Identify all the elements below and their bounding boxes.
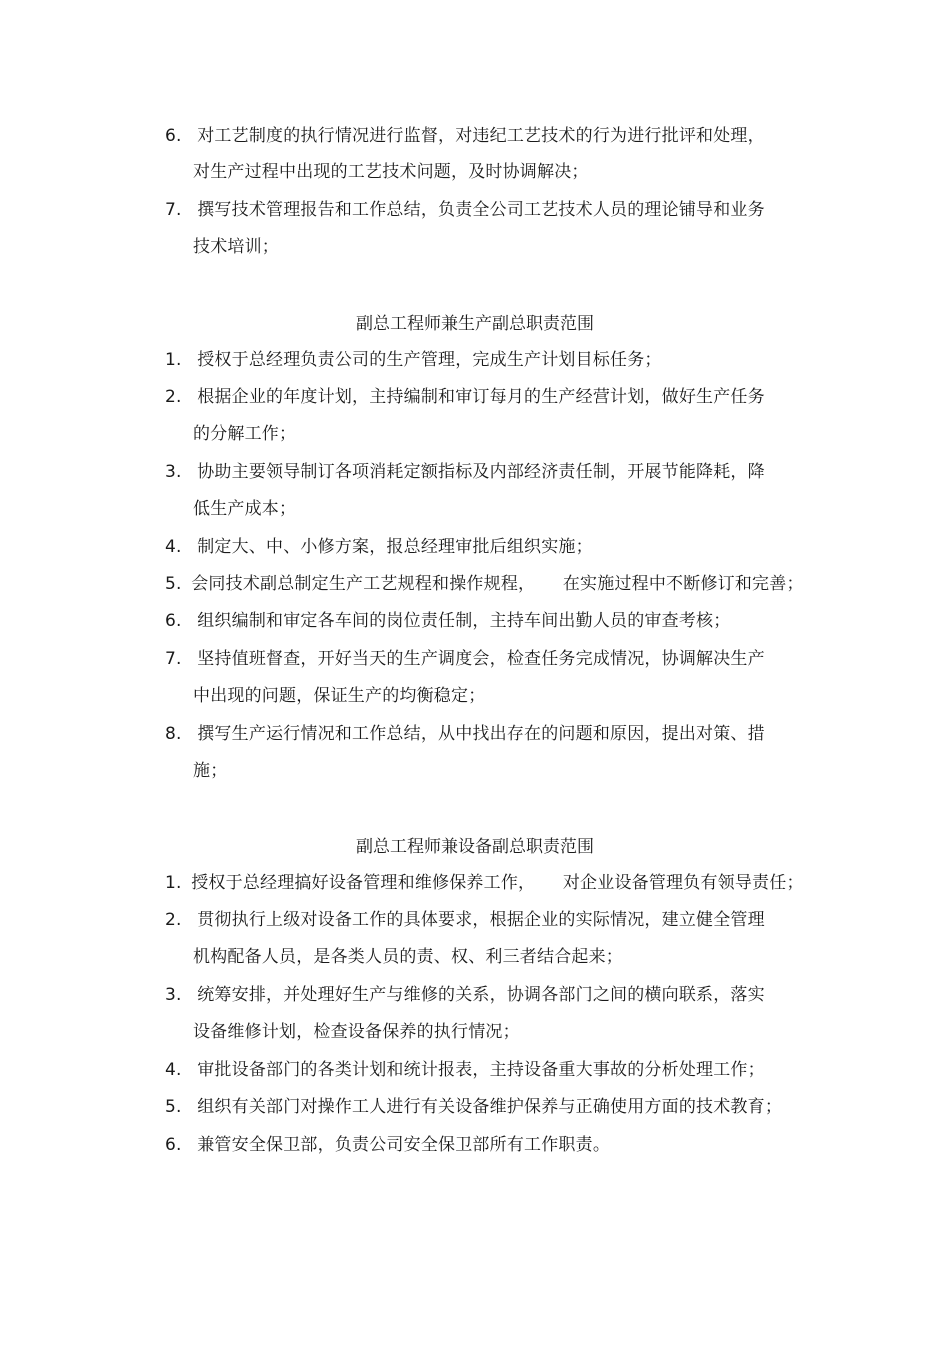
item-text: 技术培训； (193, 237, 279, 257)
list-item-continuation (193, 161, 589, 183)
item-text: 撰写技术管理报告和工作总结，负责全公司工艺技术人员的理论铺导和业务 (197, 200, 765, 220)
item-number: 4. (165, 1060, 182, 1080)
section-title-equipment: 副总工程师兼设备副总职责范围 (356, 837, 594, 857)
item-number: 6. (165, 611, 182, 631)
list-item-continuation (193, 1021, 520, 1043)
list-item (165, 909, 765, 931)
item-text: 低生产成本； (193, 499, 297, 519)
item-text: 中出现的问题，保证生产的均衡稳定； (193, 686, 486, 706)
section-title-production: 副总工程师兼生产副总职责范围 (356, 314, 594, 334)
list-item (165, 610, 730, 632)
item-number: 4. (165, 537, 182, 557)
list-item (165, 461, 765, 483)
list-item-continuation (193, 498, 296, 520)
item-text: 根据企业的年度计划，主持编制和审订每月的生产经营计划，做好生产任务 (197, 387, 765, 407)
item-text: 协助主要领导制订各项消耗定额指标及内部经济责任制，开展节能降耗，降 (197, 462, 765, 482)
item-text: 撰写生产运行情况和工作总结，从中找出存在的问题和原因，提出对策、措 (197, 724, 765, 744)
list-item (165, 1134, 610, 1156)
item-text: 组织编制和审定各车间的岗位责任制，主持车间出勤人员的审查考核； (197, 611, 731, 631)
item-number: 7. (165, 649, 182, 669)
item-text: 制定大、中、小修方案，报总经理审批后组织实施； (197, 537, 593, 557)
item-number: 7. (165, 200, 182, 220)
list-item (165, 723, 765, 745)
item-number: 8. (165, 724, 182, 744)
item-text: 兼管安全保卫部，负责公司安全保卫部所有工作职责。 (197, 1135, 611, 1155)
item-text-continued: 对企业设备管理负有领导责任； (562, 873, 804, 893)
item-number: 2. (165, 910, 182, 930)
item-text: 授权于总经理搞好设备管理和维修保养工作， (191, 873, 536, 893)
item-number: 5. (165, 574, 182, 594)
item-text: 审批设备部门的各类计划和统计报表，主持设备重大事故的分析处理工作； (197, 1060, 765, 1080)
item-number: 3. (165, 985, 182, 1005)
item-text: 坚持值班督查，开好当天的生产调度会，检查任务完成情况，协调解决生产 (197, 649, 765, 669)
item-number: 6. (165, 126, 182, 146)
list-item (165, 386, 765, 408)
list-item (165, 536, 593, 558)
item-text: 授权于总经理负责公司的生产管理，完成生产计划目标任务； (197, 350, 662, 370)
item-text: 统筹安排，并处理好生产与维修的关系，协调各部门之间的横向联系，落实 (197, 985, 765, 1005)
item-number: 5. (165, 1097, 182, 1117)
list-item-continuation (193, 760, 227, 782)
item-text: 组织有关部门对操作工人进行有关设备维护保养与正确使用方面的技术教育； (197, 1097, 783, 1117)
list-item-continuation (193, 685, 485, 707)
item-text-continued: 在实施过程中不断修订和完善； (562, 574, 804, 594)
item-number: 6. (165, 1135, 182, 1155)
item-text: 贯彻执行上级对设备工作的具体要求，根据企业的实际情况，建立健全管理 (197, 910, 765, 930)
list-item (165, 199, 765, 221)
list-item-continuation (193, 236, 279, 258)
item-number: 3. (165, 462, 182, 482)
item-number: 1. (165, 873, 182, 893)
item-text: 对工艺制度的执行情况进行监督，对违纪工艺技术的行为进行批评和处理， (197, 126, 765, 146)
list-item (165, 1096, 782, 1118)
list-item (165, 349, 662, 371)
item-number: 1. (165, 350, 182, 370)
list-item (165, 872, 804, 894)
list-item (165, 648, 765, 670)
list-item-continuation (193, 946, 623, 968)
item-text: 会同技术副总制定生产工艺规程和操作规程， (191, 574, 536, 594)
item-text: 的分解工作； (193, 424, 297, 444)
list-item (165, 984, 765, 1006)
item-text: 设备维修计划，检查设备保养的执行情况； (193, 1022, 520, 1042)
item-text: 机构配备人员，是各类人员的责、权、利三者结合起来； (193, 947, 623, 967)
list-item (165, 125, 765, 147)
item-number: 2. (165, 387, 182, 407)
list-item (165, 573, 804, 595)
item-text: 施； (193, 761, 228, 781)
item-text: 对生产过程中出现的工艺技术问题，及时协调解决； (193, 162, 589, 182)
list-item-continuation (193, 423, 296, 445)
list-item (165, 1059, 765, 1081)
